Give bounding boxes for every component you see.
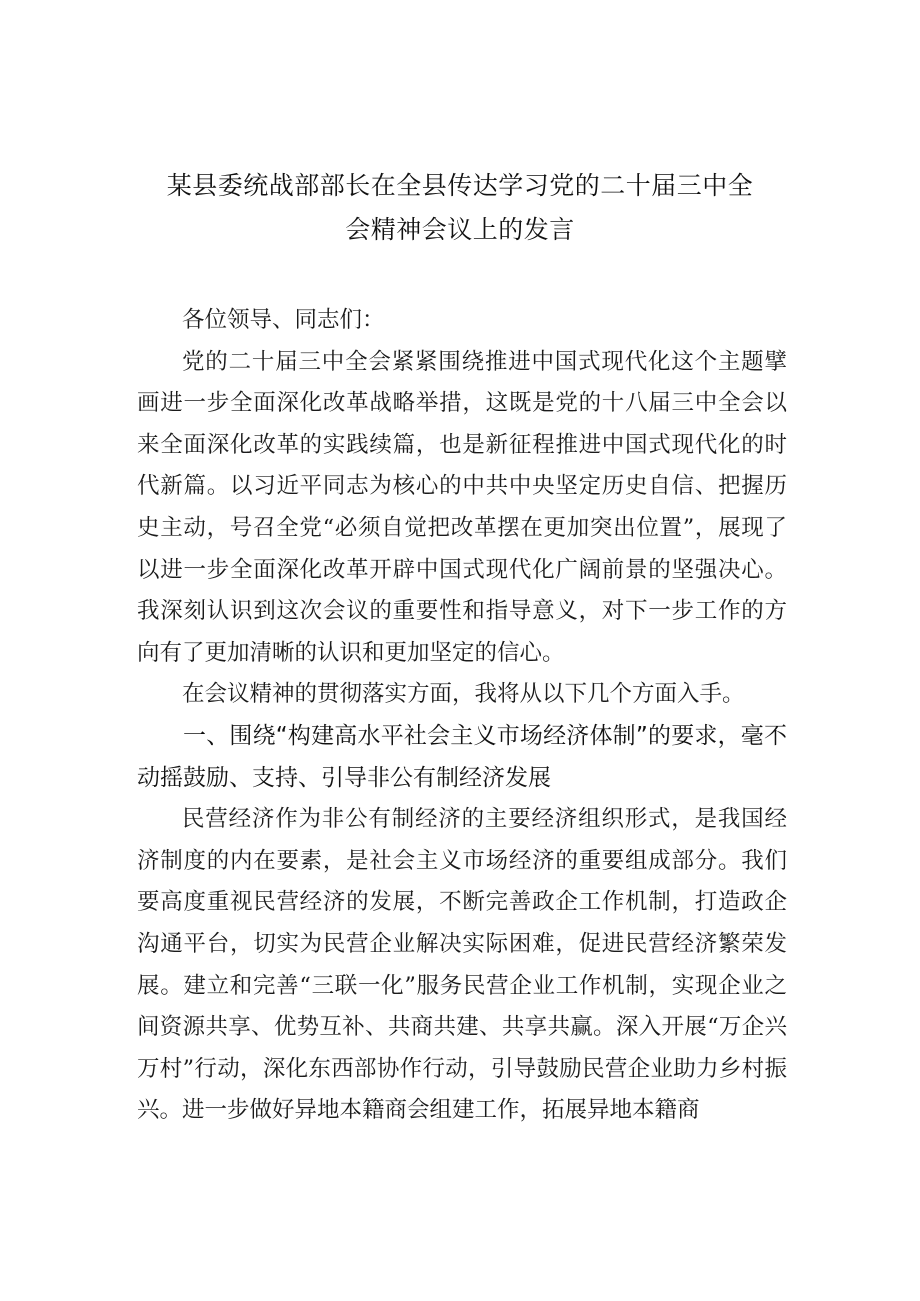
document-title — [130, 164, 790, 252]
paragraph-intro: 党的二十届三中全会紧紧围绕推进中国式现代化这个主题擘画进一步全面深化改革战略举措，这既是党的十八届三中全会以来全面深化改革的实践续篇，也是新征程推进中国式现代化的时代新篇。以习近平同志为核心的中共中央坚定历史自信、把握历史主动，号召全党“必须自觉把改革摆在更加突出位置”，展现了以进一步全面深化改革开辟中国式现代化广阔前景的坚强决心。我深刻认识到这次会议的重要性和指导意义，对下一步工作的方向有了更加清晰的认识和更加坚定的信心。 — [137, 348, 787, 666]
section-1-heading: 一、围绕“构建高水平社会主义市场经济体制”的要求，毫不动摇鼓励、支持、引导非公有制经济发展 — [137, 722, 787, 791]
section-1-paragraph: 民营经济作为非公有制经济的主要经济组织形式，是我国经济制度的内在要素，是社会主义市场经济的重要组成部分。我们要高度重视民营经济的发展，不断完善政企工作机制，打造政企沟通平台，切实为民营企业解决实际困难，促进民营经济繁荣发展。建立和完善“三联一化”服务民营企业工作机制，实现企业之间资源共享、优势互补、共商共建、共享共赢。深入开展“万企兴万村”行动，深化东西部协作行动，引导鼓励民营企业助力乡村振兴。进一步做好异地本籍商会组建工作，拓展异地本籍商 — [137, 806, 787, 1124]
paragraph-transition: 在会议精神的贯彻落实方面，我将从以下几个方面入手。 — [182, 681, 745, 708]
document-title-line-2: 会精神会议上的发言 — [345, 215, 575, 244]
salutation: 各位领导、同志们： — [182, 307, 385, 333]
document-title-line-1: 某县委统战部部长在全县传达学习党的二十届三中全 — [166, 171, 754, 200]
document-body — [137, 300, 787, 1132]
